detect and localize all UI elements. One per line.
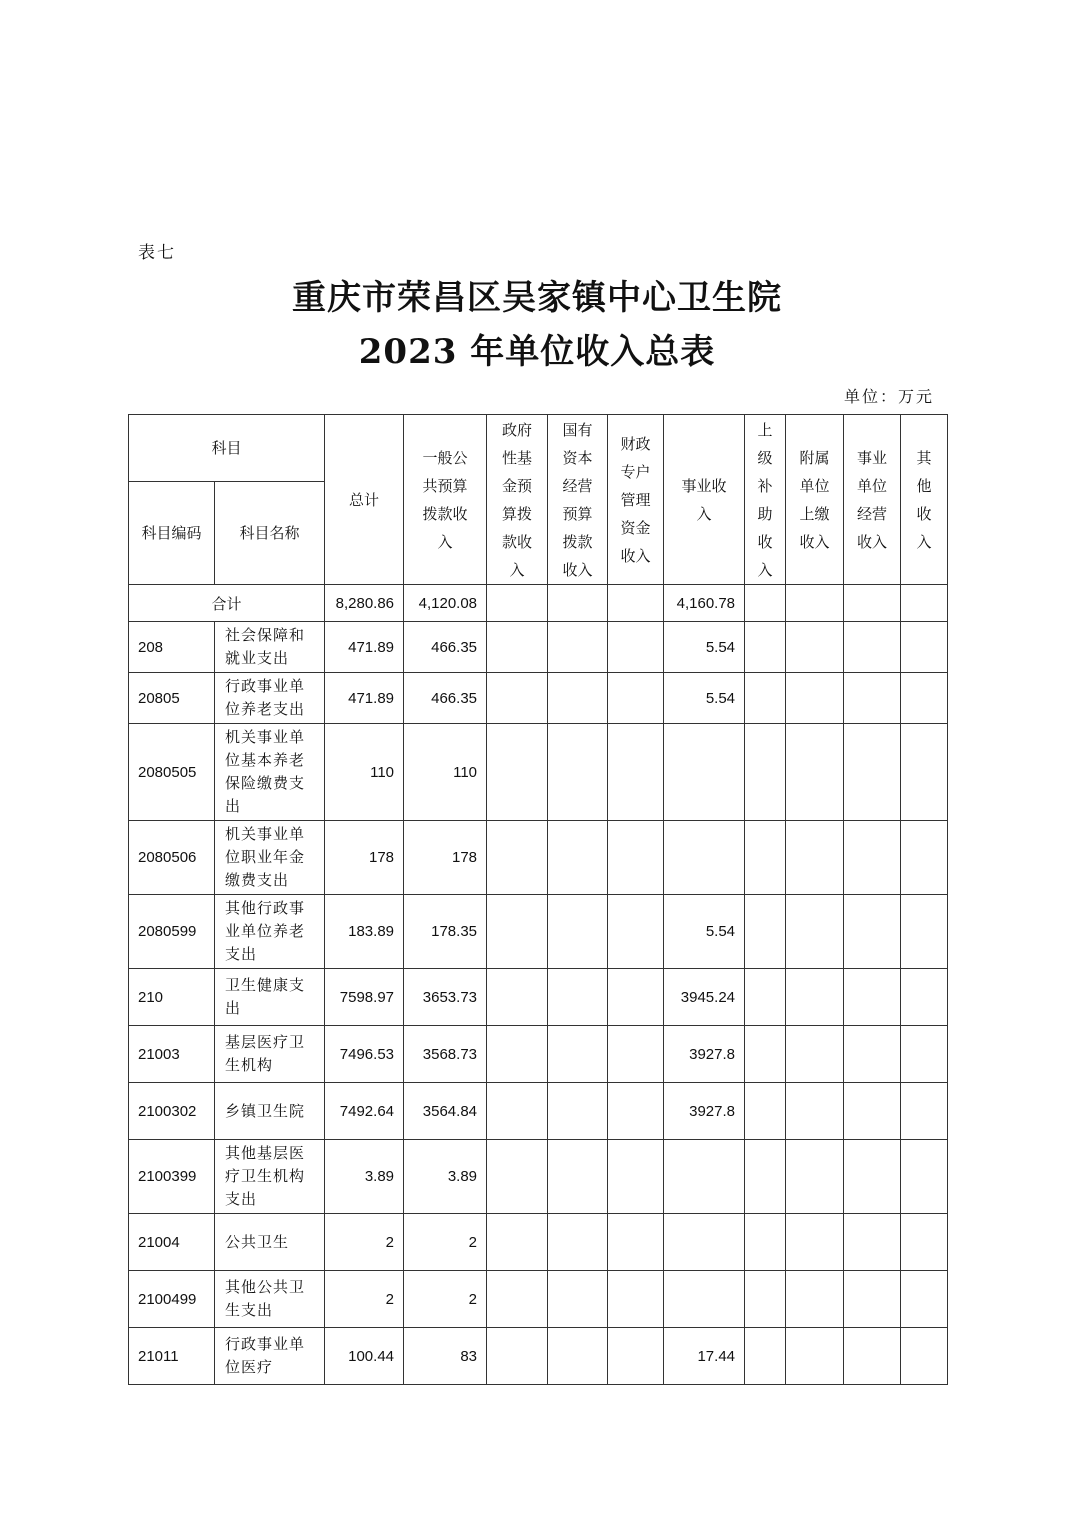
totals-total: 8,280.86 — [325, 585, 404, 622]
row-other — [901, 1328, 948, 1385]
row-name: 公共卫生 — [215, 1214, 325, 1271]
row-name: 其他行政事业单位养老支出 — [215, 895, 325, 969]
row-total: 3.89 — [325, 1140, 404, 1214]
row-state-capital — [548, 1271, 608, 1328]
row-fiscal-special — [608, 622, 664, 673]
row-operation — [844, 821, 901, 895]
row-code: 2100399 — [129, 1140, 215, 1214]
row-superior — [745, 1271, 786, 1328]
row-name: 行政事业单位医疗 — [215, 1328, 325, 1385]
header-name: 科目名称 — [215, 482, 325, 585]
row-operation — [844, 1328, 901, 1385]
table-row — [129, 821, 948, 895]
row-name: 基层医疗卫生机构 — [215, 1026, 325, 1083]
header-code: 科目编码 — [129, 482, 215, 585]
row-superior — [745, 1328, 786, 1385]
row-general: 466.35 — [404, 673, 487, 724]
row-gov-fund — [487, 673, 548, 724]
row-business: 5.54 — [664, 622, 745, 673]
table-row — [129, 1271, 948, 1328]
row-general: 3.89 — [404, 1140, 487, 1214]
row-state-capital — [548, 821, 608, 895]
row-affiliated — [786, 1140, 844, 1214]
totals-label: 合计 — [129, 585, 325, 622]
row-business — [664, 821, 745, 895]
row-name: 乡镇卫生院 — [215, 1083, 325, 1140]
row-fiscal-special — [608, 673, 664, 724]
row-code: 210 — [129, 969, 215, 1026]
row-operation — [844, 969, 901, 1026]
totals-affiliated — [786, 585, 844, 622]
row-total: 7492.64 — [325, 1083, 404, 1140]
row-affiliated — [786, 969, 844, 1026]
header-total: 总计 — [325, 415, 404, 585]
table-row — [129, 724, 948, 821]
row-other — [901, 622, 948, 673]
header-state-capital: 国有资本经营预算拨款收入 — [548, 415, 608, 585]
row-code: 21011 — [129, 1328, 215, 1385]
row-operation — [844, 724, 901, 821]
row-gov-fund — [487, 821, 548, 895]
row-affiliated — [786, 895, 844, 969]
header-affiliated-income: 附属单位上缴收入 — [786, 415, 844, 585]
row-name: 其他公共卫生支出 — [215, 1271, 325, 1328]
totals-superior — [745, 585, 786, 622]
row-state-capital — [548, 1083, 608, 1140]
row-fiscal-special — [608, 1026, 664, 1083]
header-superior-subsidy: 上级补助收入 — [745, 415, 786, 585]
row-affiliated — [786, 1026, 844, 1083]
header-row — [129, 415, 948, 482]
unit-label: 单位：万元 — [843, 387, 934, 406]
row-code: 21003 — [129, 1026, 215, 1083]
row-gov-fund — [487, 724, 548, 821]
row-superior — [745, 724, 786, 821]
row-business: 3927.8 — [664, 1083, 745, 1140]
totals-business: 4,160.78 — [664, 585, 745, 622]
row-general: 3568.73 — [404, 1026, 487, 1083]
table-number-label: 表七 — [138, 243, 176, 263]
row-operation — [844, 1140, 901, 1214]
row-general: 466.35 — [404, 622, 487, 673]
row-general: 110 — [404, 724, 487, 821]
row-business: 17.44 — [664, 1328, 745, 1385]
table-row — [129, 1083, 948, 1140]
row-operation — [844, 622, 901, 673]
row-general: 3564.84 — [404, 1083, 487, 1140]
row-business: 3945.24 — [664, 969, 745, 1026]
row-superior — [745, 1140, 786, 1214]
row-gov-fund — [487, 622, 548, 673]
row-general: 2 — [404, 1214, 487, 1271]
row-name: 机关事业单位职业年金缴费支出 — [215, 821, 325, 895]
row-superior — [745, 1026, 786, 1083]
row-general: 2 — [404, 1271, 487, 1328]
row-affiliated — [786, 1214, 844, 1271]
row-gov-fund — [487, 1328, 548, 1385]
row-code: 2080506 — [129, 821, 215, 895]
row-other — [901, 1140, 948, 1214]
totals-fiscal-special — [608, 585, 664, 622]
totals-row — [129, 585, 948, 622]
row-gov-fund — [487, 1271, 548, 1328]
row-code: 2080505 — [129, 724, 215, 821]
row-state-capital — [548, 673, 608, 724]
row-fiscal-special — [608, 724, 664, 821]
row-affiliated — [786, 622, 844, 673]
row-name: 卫生健康支出 — [215, 969, 325, 1026]
row-code: 2100499 — [129, 1271, 215, 1328]
row-total: 178 — [325, 821, 404, 895]
income-summary-table — [128, 414, 948, 1385]
row-state-capital — [548, 1140, 608, 1214]
table-row — [129, 1328, 948, 1385]
row-affiliated — [786, 673, 844, 724]
row-state-capital — [548, 1328, 608, 1385]
header-gov-fund: 政府性基金预算拨款收入 — [487, 415, 548, 585]
row-name: 其他基层医疗卫生机构支出 — [215, 1140, 325, 1214]
row-affiliated — [786, 821, 844, 895]
row-general: 3653.73 — [404, 969, 487, 1026]
row-fiscal-special — [608, 895, 664, 969]
document-subtitle: 2023 年单位收入总表 — [358, 332, 716, 372]
row-fiscal-special — [608, 969, 664, 1026]
row-other — [901, 1026, 948, 1083]
row-state-capital — [548, 724, 608, 821]
row-operation — [844, 1214, 901, 1271]
row-operation — [844, 1083, 901, 1140]
row-general: 83 — [404, 1328, 487, 1385]
row-affiliated — [786, 1328, 844, 1385]
totals-gov-fund — [487, 585, 548, 622]
row-code: 2100302 — [129, 1083, 215, 1140]
row-code: 20805 — [129, 673, 215, 724]
row-total: 110 — [325, 724, 404, 821]
row-other — [901, 1083, 948, 1140]
row-other — [901, 969, 948, 1026]
header-fiscal-special: 财政专户管理资金收入 — [608, 415, 664, 585]
row-name: 机关事业单位基本养老保险缴费支出 — [215, 724, 325, 821]
row-fiscal-special — [608, 821, 664, 895]
row-superior — [745, 821, 786, 895]
row-total: 7598.97 — [325, 969, 404, 1026]
row-superior — [745, 1214, 786, 1271]
row-other — [901, 895, 948, 969]
row-state-capital — [548, 895, 608, 969]
row-other — [901, 1271, 948, 1328]
row-business — [664, 1214, 745, 1271]
row-fiscal-special — [608, 1271, 664, 1328]
table-row — [129, 1140, 948, 1214]
row-fiscal-special — [608, 1214, 664, 1271]
row-operation — [844, 1271, 901, 1328]
row-business — [664, 1271, 745, 1328]
row-gov-fund — [487, 1083, 548, 1140]
header-general-budget: 一般公共预算拨款收入 — [404, 415, 487, 585]
row-affiliated — [786, 1083, 844, 1140]
row-fiscal-special — [608, 1140, 664, 1214]
row-business: 5.54 — [664, 673, 745, 724]
table-row — [129, 1214, 948, 1271]
row-other — [901, 1214, 948, 1271]
row-total: 7496.53 — [325, 1026, 404, 1083]
row-operation — [844, 895, 901, 969]
row-state-capital — [548, 1214, 608, 1271]
row-state-capital — [548, 1026, 608, 1083]
totals-state-capital — [548, 585, 608, 622]
row-fiscal-special — [608, 1083, 664, 1140]
row-operation — [844, 673, 901, 724]
totals-general: 4,120.08 — [404, 585, 487, 622]
header-business-income: 事业收入 — [664, 415, 745, 585]
table-row — [129, 895, 948, 969]
header-subject: 科目 — [129, 415, 325, 482]
row-general: 178.35 — [404, 895, 487, 969]
row-state-capital — [548, 622, 608, 673]
row-name: 社会保障和就业支出 — [215, 622, 325, 673]
row-total: 2 — [325, 1214, 404, 1271]
row-business — [664, 1140, 745, 1214]
row-total: 2 — [325, 1271, 404, 1328]
row-state-capital — [548, 969, 608, 1026]
row-business — [664, 724, 745, 821]
row-affiliated — [786, 1271, 844, 1328]
totals-operation — [844, 585, 901, 622]
document-title: 重庆市荣昌区吴家镇中心卫生院 — [292, 278, 782, 318]
header-other-income: 其他收入 — [901, 415, 948, 585]
row-code: 2080599 — [129, 895, 215, 969]
totals-other — [901, 585, 948, 622]
header-operation-income: 事业单位经营收入 — [844, 415, 901, 585]
row-gov-fund — [487, 1214, 548, 1271]
table-row — [129, 969, 948, 1026]
row-gov-fund — [487, 969, 548, 1026]
row-superior — [745, 895, 786, 969]
row-superior — [745, 1083, 786, 1140]
row-other — [901, 724, 948, 821]
row-business: 5.54 — [664, 895, 745, 969]
row-superior — [745, 969, 786, 1026]
row-superior — [745, 622, 786, 673]
table-row — [129, 673, 948, 724]
row-fiscal-special — [608, 1328, 664, 1385]
row-total: 183.89 — [325, 895, 404, 969]
row-business: 3927.8 — [664, 1026, 745, 1083]
row-total: 471.89 — [325, 673, 404, 724]
table-row — [129, 1026, 948, 1083]
row-name: 行政事业单位养老支出 — [215, 673, 325, 724]
row-operation — [844, 1026, 901, 1083]
row-code: 208 — [129, 622, 215, 673]
row-gov-fund — [487, 1026, 548, 1083]
row-gov-fund — [487, 1140, 548, 1214]
row-superior — [745, 673, 786, 724]
row-total: 100.44 — [325, 1328, 404, 1385]
table-row — [129, 622, 948, 673]
row-other — [901, 821, 948, 895]
row-general: 178 — [404, 821, 487, 895]
row-code: 21004 — [129, 1214, 215, 1271]
row-gov-fund — [487, 895, 548, 969]
row-affiliated — [786, 724, 844, 821]
row-total: 471.89 — [325, 622, 404, 673]
row-other — [901, 673, 948, 724]
